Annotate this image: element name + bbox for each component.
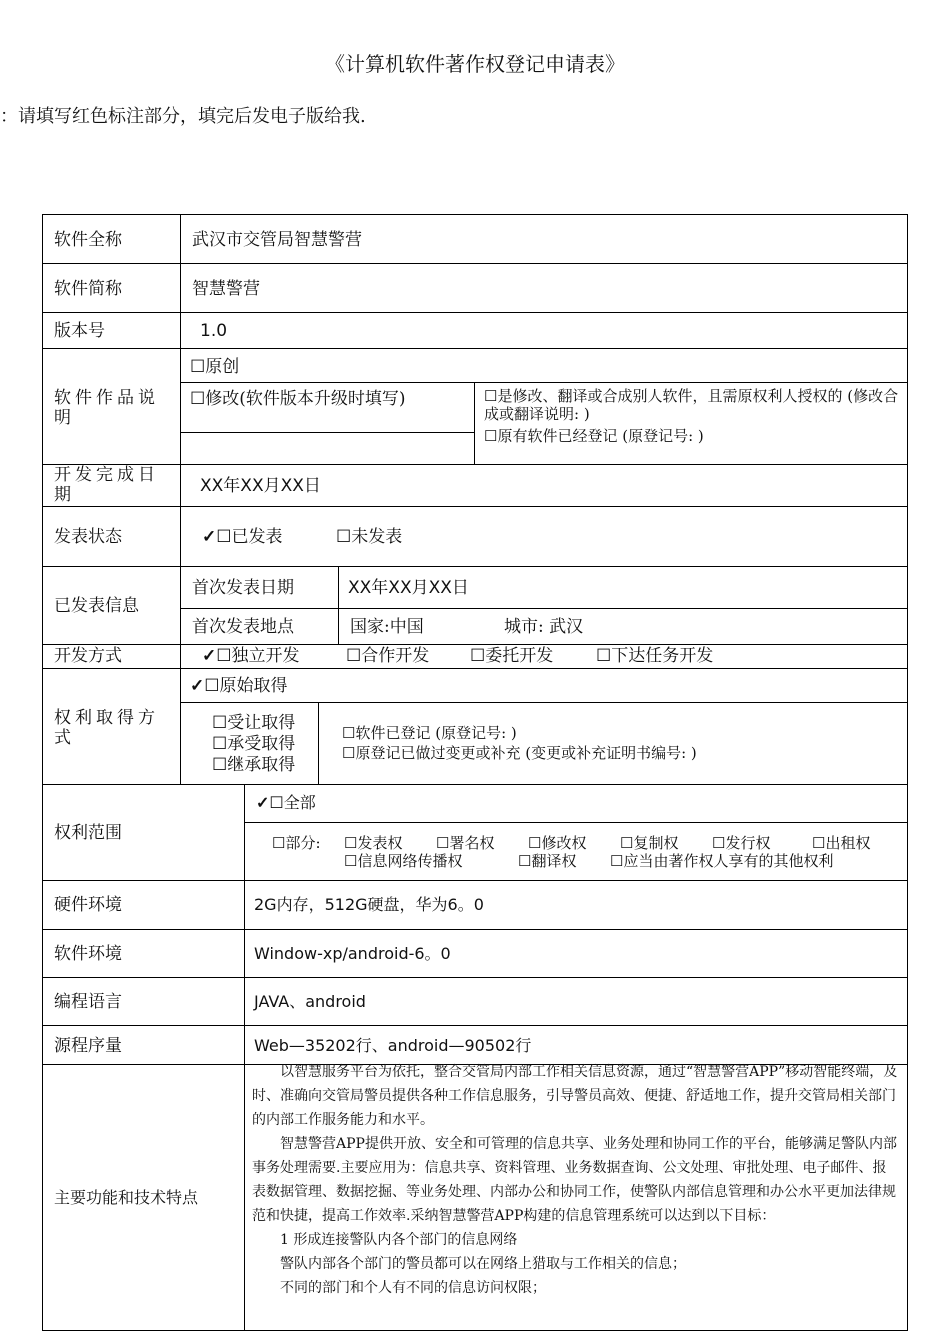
- acq-original-option[interactable]: ✓☐原始取得: [190, 676, 288, 696]
- source-lines-label: 源程序量: [54, 1036, 122, 1056]
- full-name-label: 软件全称: [54, 230, 122, 250]
- work-description-label: 软件作品说明: [54, 388, 159, 428]
- features-paragraph: 不同的部门和个人有不同的信息访问权限；: [280, 1280, 546, 1296]
- features-paragraph: 智慧警营APP提供开放、安全和可管理的信息共享、业务处理和协同工作的平台，能够满足警队内部事务处理需要.主要应用为：信息共享、资料管理、业务数据查询、公文处理、审批处理、电子邮件、报表数据管理、数据挖掘、等业务处理、内部办公和协同工作，使警队内部信息管理和办公水平更加法律规范和快捷，提高工作效率.采纳智慧警营APP构建的信息管理系统可以达到以下目标：: [252, 1136, 897, 1224]
- checkmark-icon: ✓: [202, 646, 217, 666]
- features-paragraph: 以智慧服务平台为依托，整合交管局内部工作相关信息资源，通过“智慧警营APP”移动智能终端，及时、准确向交管局警员提供各种工作信息服务，引导警员高效、便捷、舒适地工作，提升交管局相关部门的内部工作服务能力和水平。: [252, 1064, 898, 1128]
- country-field[interactable]: 国家:中国: [350, 617, 424, 637]
- language-field[interactable]: JAVA、android: [254, 992, 366, 1011]
- features-field[interactable]: [252, 1060, 900, 1300]
- finish-date-field[interactable]: XX年XX月XX日: [200, 476, 321, 496]
- instruction-note: ：请填写红色标注部分，填完后发电子版给我.: [0, 106, 366, 127]
- version-label: 版本号: [54, 321, 105, 341]
- rights-acquisition-label: 权利取得方式: [54, 708, 159, 748]
- scope-item-rent[interactable]: ☐出租权: [812, 834, 871, 852]
- unpublished-checkbox[interactable]: ☐未发表: [336, 527, 403, 547]
- finish-date-label: 开发完成日期: [54, 465, 159, 505]
- scope-item-modify[interactable]: ☐修改权: [528, 834, 587, 852]
- original-checkbox[interactable]: ☐原创: [190, 357, 240, 377]
- scope-item-signature[interactable]: ☐署名权: [436, 834, 495, 852]
- hardware-label: 硬件环境: [54, 895, 122, 915]
- language-label: 编程语言: [54, 992, 122, 1012]
- previously-registered-checkbox[interactable]: ☐原有软件已经登记 (原登记号: ): [484, 427, 704, 445]
- scope-item-distribute[interactable]: ☐发行权: [712, 834, 771, 852]
- features-paragraph: 1 形成连接警队内各个部门的信息网络: [280, 1232, 518, 1248]
- modification-note-checkbox[interactable]: ☐是修改、翻译或合成别人软件，且需原权利人授权的 (修改合成或翻译说明: ): [484, 387, 899, 423]
- published-option[interactable]: ✓☐已发表: [202, 527, 283, 547]
- full-name-field[interactable]: 武汉市交管局智慧警营: [192, 230, 362, 250]
- modified-checkbox[interactable]: ☐修改(软件版本升级时填写): [190, 389, 406, 409]
- publish-status-label: 发表状态: [54, 527, 122, 547]
- dev-assigned-checkbox[interactable]: ☐下达任务开发: [596, 646, 714, 666]
- short-name-label: 软件简称: [54, 279, 122, 299]
- dev-cooperative-checkbox[interactable]: ☐合作开发: [346, 646, 430, 666]
- features-paragraph: 警队内部各个部门的警员都可以在网络上猎取与工作相关的信息；: [280, 1256, 686, 1272]
- first-place-label: 首次发表地点: [192, 617, 294, 637]
- city-field[interactable]: 城市: 武汉: [504, 617, 584, 637]
- acq-transfer-checkbox[interactable]: ☐受让取得: [212, 713, 296, 733]
- source-lines-field[interactable]: Web—35202行、android—90502行: [254, 1036, 532, 1055]
- scope-item-translate[interactable]: ☐翻译权: [518, 852, 577, 870]
- acq-accept-checkbox[interactable]: ☐承受取得: [212, 734, 296, 754]
- dev-mode-label: 开发方式: [54, 646, 122, 666]
- scope-item-publish[interactable]: ☐发表权: [344, 834, 403, 852]
- software-field[interactable]: Window-xp/android-6。0: [254, 944, 451, 963]
- acq-changed-checkbox[interactable]: ☐原登记已做过变更或补充 (变更或补充证明书编号: ): [342, 744, 697, 762]
- scope-item-copy[interactable]: ☐复制权: [620, 834, 679, 852]
- features-label: 主要功能和技术特点: [54, 1188, 199, 1207]
- short-name-field[interactable]: 智慧警营: [192, 279, 260, 299]
- rights-scope-label: 权利范围: [54, 823, 122, 843]
- checkmark-icon: ✓: [202, 527, 217, 547]
- hardware-field[interactable]: 2G内存，512G硬盘，华为6。0: [254, 895, 484, 914]
- acq-inherit-checkbox[interactable]: ☐继承取得: [212, 755, 296, 775]
- acq-registered-checkbox[interactable]: ☐软件已登记 (原登记号: ): [342, 724, 517, 742]
- first-date-field[interactable]: XX年XX月XX日: [348, 578, 469, 598]
- published-info-label: 已发表信息: [54, 596, 139, 616]
- page-title: 《计算机软件著作权登记申请表》: [325, 52, 625, 76]
- scope-partial-checkbox[interactable]: ☐部分:: [272, 834, 321, 852]
- scope-item-other[interactable]: ☐应当由著作权人享有的其他权利: [610, 852, 834, 870]
- version-field[interactable]: 1.0: [200, 321, 228, 341]
- first-date-label: 首次发表日期: [192, 578, 294, 598]
- scope-all-option[interactable]: ✓☐全部: [256, 793, 316, 812]
- software-label: 软件环境: [54, 944, 122, 964]
- checkmark-icon: ✓: [190, 676, 205, 696]
- checkmark-icon: ✓: [256, 793, 270, 812]
- dev-independent-option[interactable]: ✓☐独立开发: [202, 646, 300, 666]
- scope-item-network[interactable]: ☐信息网络传播权: [344, 852, 463, 870]
- dev-commission-checkbox[interactable]: ☐委托开发: [470, 646, 554, 666]
